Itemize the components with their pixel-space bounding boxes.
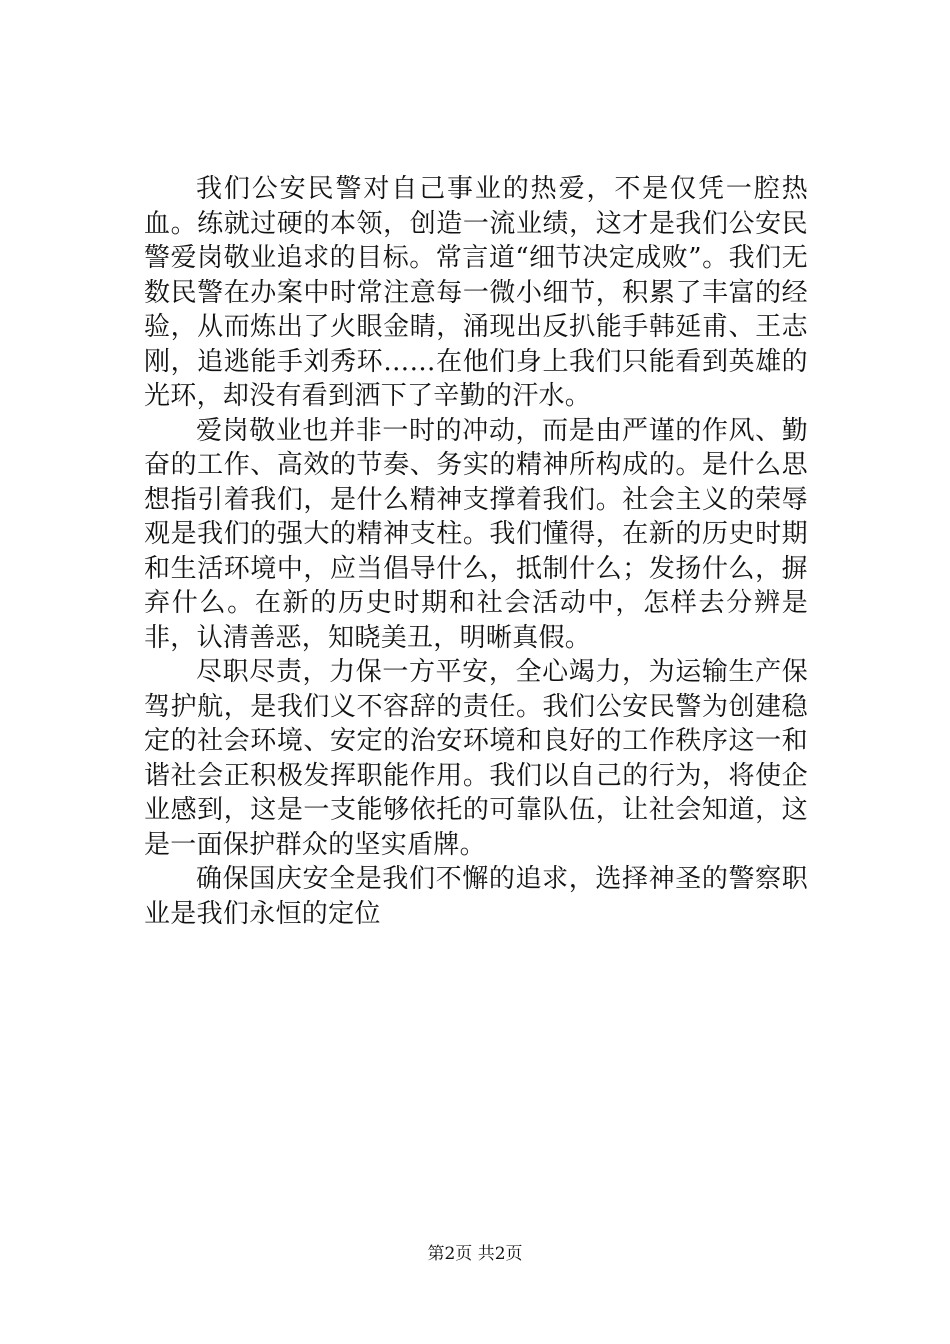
page-footer: 第2页 共2页	[427, 1244, 523, 1264]
document-body	[144, 172, 808, 931]
paragraph-1: 我们公安民警对自己事业的热爱，不是仅凭一腔热血。练就过硬的本领，创造一流业绩，这才是我们公安民警爱岗敬业追求的目标。常言道“细节决定成败”。我们无数民警在办案中时常注意每一微小细节，积累了丰富的经验，从而炼出了火眼金睛，涌现出反扒能手韩延甫、王志刚，追逃能手刘秀环……在他们身上我们只能看到英雄的光环，却没有看到洒下了辛勤的汗水。	[144, 174, 808, 411]
paragraph-2: 爱岗敬业也并非一时的冲动，而是由严谨的作风、勤奋的工作、高效的节奏、务实的精神所构成的。是什么思想指引着我们，是什么精神支撑着我们。社会主义的荣辱观是我们的强大的精神支柱。我们懂得，在新的历史时期和生活环境中，应当倡导什么，抵制什么；发扬什么，摒弃什么。在新的历史时期和社会活动中，怎样去分辨是非，认清善恶，知晓美丑，明晰真假。	[144, 415, 808, 653]
paragraph-4: 确保国庆安全是我们不懈的追求，选择神圣的警察职业是我们永恒的定位	[144, 864, 808, 929]
paragraph-3: 尽职尽责，力保一方平安，全心竭力，为运输生产保驾护航，是我们义不容辞的责任。我们公安民警为创建稳定的社会环境、安定的治安环境和良好的工作秩序这一和谐社会正积极发挥职能作用。我们以自己的行为，将使企业感到，这是一支能够依托的可靠队伍，让社会知道，这是一面保护群众的坚实盾牌。	[144, 657, 808, 860]
